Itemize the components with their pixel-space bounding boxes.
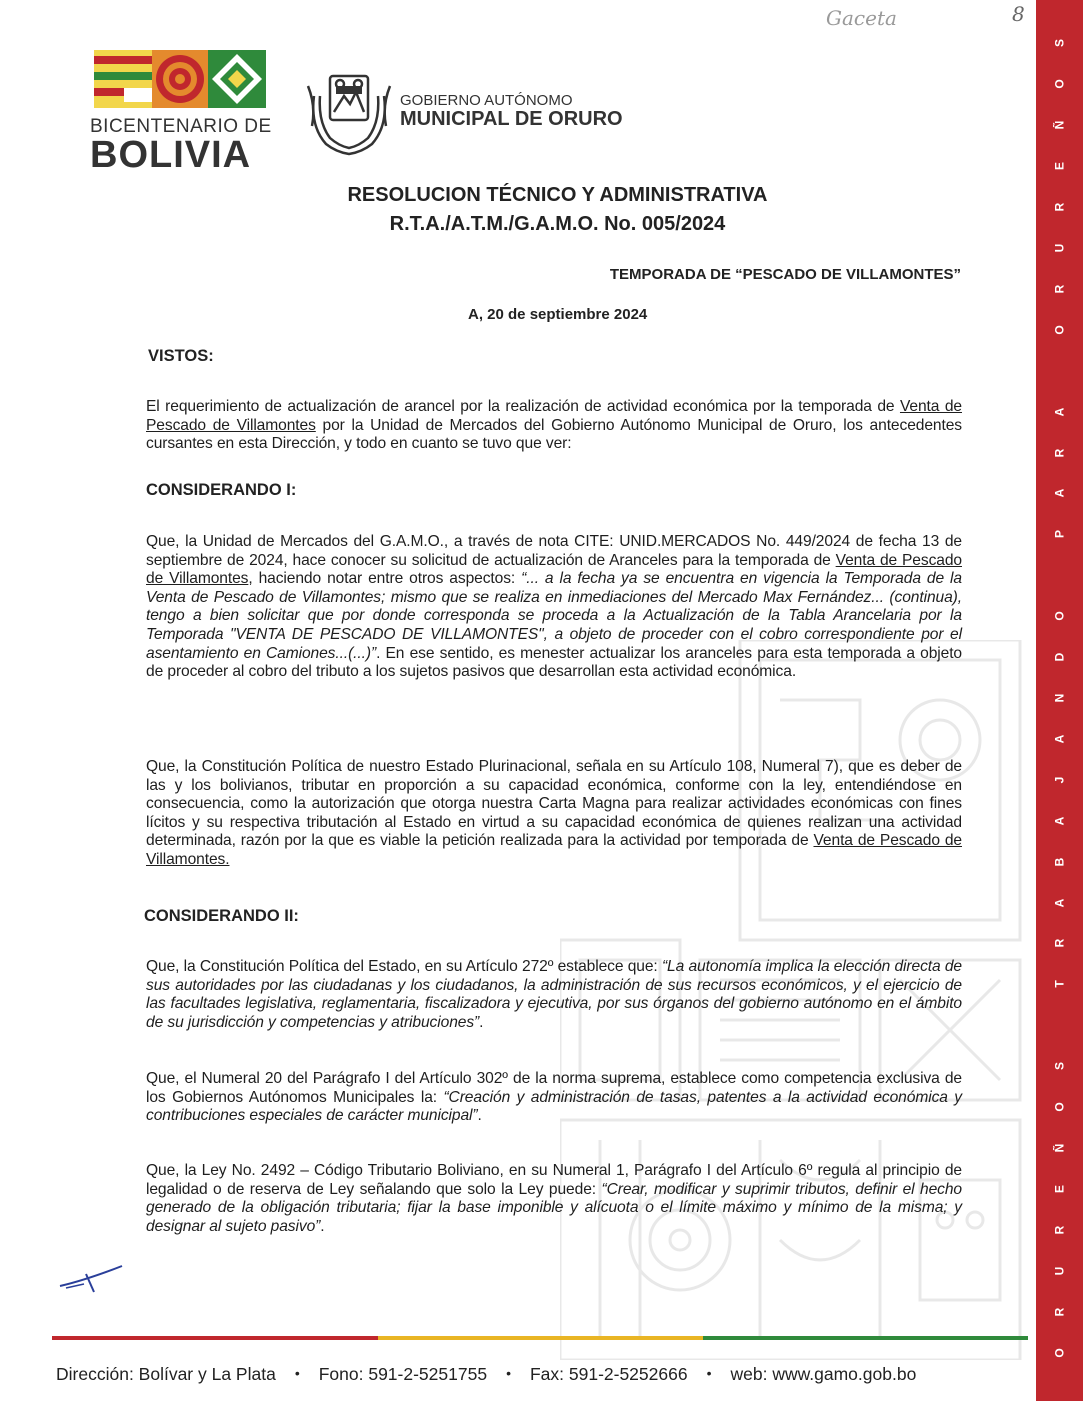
band-letter: U xyxy=(1052,243,1067,253)
band-letter: N xyxy=(1052,693,1067,703)
c2p1-quote: “La autonomía implica la elección directa de sus autoridades por las ciudadanas y los ciudadanos, la administración de sus recursos económicos, y el ejercicio de las facultades legislativa, reglamentaria, fiscalizadora y ejecutiva, por sus órganos del gobierno autónomo en el ámbito de su jurisdicción y competencias y atribuciones” xyxy=(146,958,962,1031)
footer-address: Dirección: Bolívar y La Plata xyxy=(56,1364,276,1384)
vistos-heading: VISTOS: xyxy=(148,347,214,365)
band-letter: A xyxy=(1052,407,1067,416)
band-letter: R xyxy=(1052,202,1067,212)
band-letter: T xyxy=(1052,980,1067,989)
c1p1-quote: “... a la fecha ya se encuentra en vigencia la Temporada de la Venta de Pescado de Villamontes; mismo que se realiza en inmediaciones del Mercado Max Fernández... (continua), tengo a bien solicitar que por donde corresponda se proceda a la Actualización de la Tabla Arancelaria por la Temporada "VENTA DE PESCADO DE VILLAMONTES", a objeto de proceder con el cobro correspondiente por el asentamiento en Camiones...(...)” xyxy=(146,570,962,662)
band-letter: J xyxy=(1052,776,1067,784)
handwritten-gaceta-note: Gaceta xyxy=(826,6,897,30)
considerando-1-heading: CONSIDERANDO I: xyxy=(146,481,297,499)
footer-separator: • xyxy=(506,1365,511,1381)
resolution-date: A, 20 de septiembre 2024 xyxy=(468,306,648,323)
band-letter: O xyxy=(1052,79,1067,90)
band-letter: O xyxy=(1052,611,1067,621)
c1p1-text-3: . En ese sentido, es menester actualizar los aranceles para esta temporada a objeto de proceder al cobro del tributo a los sujetos pasivos que desarrollan esta actividad económica. xyxy=(146,644,963,681)
band-letter: A xyxy=(1052,489,1067,498)
gov-autonomo-text: GOBIERNO AUTÓNOMO xyxy=(400,92,573,109)
considerando-1-paragraph-1 xyxy=(146,533,962,682)
band-letter: S xyxy=(1052,1062,1067,1071)
band-letter: R xyxy=(1052,284,1067,294)
c1p1-text-2: , haciendo notar entre otros aspectos: xyxy=(248,570,522,588)
band-letter: R xyxy=(1052,1307,1067,1316)
footer-separator: • xyxy=(294,1365,300,1381)
c2p2-text-1: Que, el Numeral 20 del Parágrafo I del Artículo 302º de la norma suprema, establece como competencia exclusiva de los Gobiernos Autónomos Municipales la: xyxy=(146,1070,962,1106)
band-letter: A xyxy=(1052,898,1067,907)
c2p1-text-1: Que, la Constitución Política del Estado, en su Artículo 272º establece que: xyxy=(146,958,662,975)
bicentenario-logo xyxy=(90,50,272,176)
bicentenario-emblem-icon xyxy=(94,50,266,108)
band-letter: U xyxy=(1052,1266,1067,1276)
c1p1-underlined: Venta de Pescado de Villamontes xyxy=(146,551,962,588)
c2p1-text-2: . xyxy=(479,1013,484,1031)
band-letter: O xyxy=(1052,1347,1067,1358)
considerando-2-heading: CONSIDERANDO II: xyxy=(144,907,299,925)
band-letter: Ñ xyxy=(1052,120,1067,130)
band-letter: A xyxy=(1052,816,1067,826)
considerando-2-paragraph-3 xyxy=(146,1162,962,1236)
band-letter: R xyxy=(1052,939,1067,948)
band-letter: R xyxy=(1052,448,1067,457)
vistos-underlined: Venta de Pescado de Villamontes xyxy=(146,398,962,434)
band-letter: E xyxy=(1052,162,1067,171)
bolivia-text: BOLIVIA xyxy=(90,134,252,176)
c2p3-quote: “Crear, modificar y suprimir tributos, definir el hecho generado de la obligación tributaria; fijar la base imponible y alícuota o el límite máximo y mínimo de la misma; y designar al sujeto pasivo” xyxy=(146,1180,962,1235)
c2p2-quote: “Creación y administración de tasas, patentes a la actividad económica y contribuciones especiales de carácter municipal” xyxy=(146,1088,962,1125)
municipal-oruro-text: MUNICIPAL DE ORURO xyxy=(400,108,623,130)
footer-phone: Fono: 591-2-5251755 xyxy=(318,1364,488,1384)
vistos-text-1: El requerimiento de actualización de arancel por la realización de actividad económica por la temporada de xyxy=(146,398,900,415)
considerando-2-paragraph-1 xyxy=(146,958,962,1032)
vistos-text-2: por la Unidad de Mercados del Gobierno Autónomo Municipal de Oruro, los antecedentes cursantes en esta Dirección, y todo en cuanto se tuvo que ver: xyxy=(146,416,962,453)
vistos-paragraph xyxy=(146,398,962,454)
handwritten-page-number: 8 xyxy=(1012,2,1025,26)
oruro-coat-of-arms-icon xyxy=(306,66,392,156)
temporada-subtitle: TEMPORADA DE “PESCADO DE VILLAMONTES” xyxy=(609,266,961,283)
signature-mark-icon xyxy=(56,1262,126,1294)
band-letter: S xyxy=(1052,39,1067,48)
band-letter: A xyxy=(1052,734,1067,744)
side-band-text xyxy=(1036,16,1083,1386)
band-letter: O xyxy=(1052,325,1067,335)
c1p2-underlined: Venta de Pescado de Villamontes. xyxy=(146,832,962,868)
band-letter: O xyxy=(1052,1102,1067,1112)
resolution-number: R.T.A./A.T.M./G.A.M.O. No. 005/2024 xyxy=(389,213,726,235)
c1p1-text-1: Que, la Unidad de Mercados del G.A.M.O., a través de nota CITE: UNID.MERCADOS No. 449/2024 de fecha 13 de septiembre de 2024, hace conocer su solicitud de actualización de Aranceles para la temporada de xyxy=(146,533,962,569)
c2p3-text-1: Que, la Ley No. 2492 – Código Tributario Boliviano, en su Numeral 1, Parágrafo I del Artículo 6º regula al principio de legalidad o de reserva de Ley señalando que solo la Ley puede: xyxy=(146,1162,962,1198)
footer-separator: • xyxy=(706,1365,712,1381)
band-letter: R xyxy=(1052,1225,1067,1235)
footer-contact xyxy=(56,1364,1026,1385)
considerando-2-paragraph-2 xyxy=(146,1070,962,1126)
bicentenario-text: BICENTENARIO DE xyxy=(90,116,272,137)
footer-tricolor-line xyxy=(52,1336,1028,1340)
band-letter: D xyxy=(1052,652,1067,662)
band-letter: B xyxy=(1052,857,1067,866)
side-band xyxy=(1036,0,1083,1401)
band-letter: Ñ xyxy=(1052,1143,1067,1153)
municipal-logo xyxy=(306,66,626,156)
resolution-title: RESOLUCION TÉCNICO Y ADMINISTRATIVA xyxy=(347,184,768,206)
footer-web: web: www.gamo.gob.bo xyxy=(730,1364,917,1384)
footer-fax: Fax: 591-2-5252666 xyxy=(529,1364,688,1384)
c2p2-text-2: . xyxy=(477,1107,482,1125)
band-letter: E xyxy=(1052,1184,1067,1193)
c1p2-text-1: Que, la Constitución Política de nuestro Estado Plurinacional, señala en su Artículo 108, Numeral 7), que es deber de las y los bolivianos, tributar en proporción a su capacidad económica, conforme con la ley, entendiéndose en consecuencia, como la autorización que otorga nuestra Carta Magna para realizar actividades económicas con fines lícitos y su respectiva tributación al Estado en virtud a su capacidad económica de quienes realizan una actividad determinada, razón por la que es viable la petición realizada para la actividad por temporada de xyxy=(146,758,962,850)
band-letter: P xyxy=(1052,530,1067,539)
considerando-1-paragraph-2 xyxy=(146,758,962,870)
c2p3-text-2: . xyxy=(320,1217,325,1235)
